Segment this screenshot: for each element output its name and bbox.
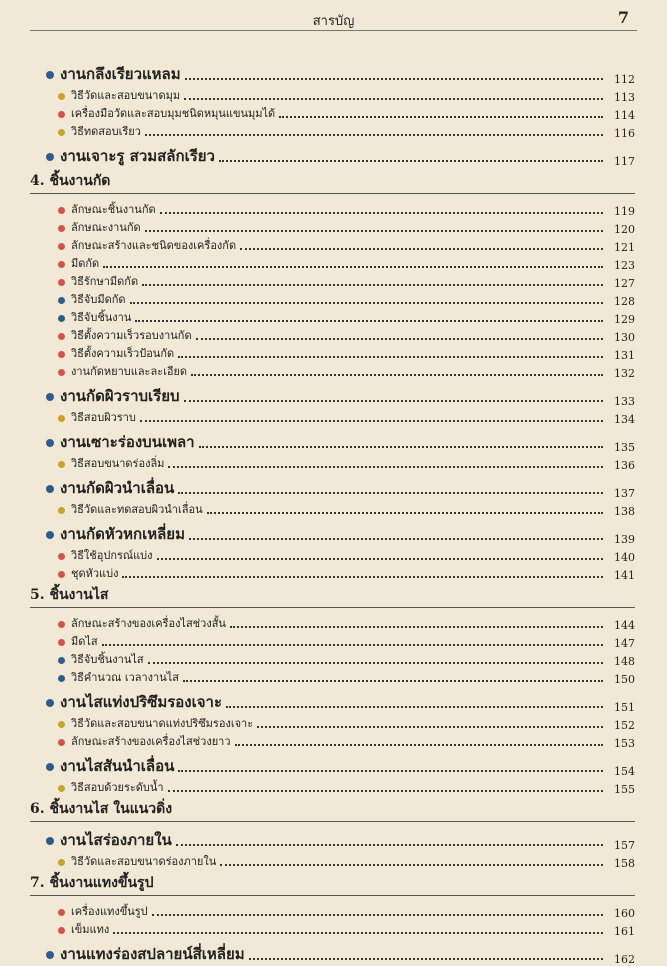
entry-page-number: 144	[614, 619, 635, 632]
chapter-heading	[30, 170, 635, 194]
dot-leader	[220, 864, 603, 866]
dot-leader	[160, 212, 603, 214]
dot-leader	[196, 338, 603, 340]
entry-label-group	[30, 272, 142, 290]
chapter-title: 4. ชิ้นงานกัด	[30, 173, 111, 189]
toc-subsection-entry	[30, 614, 635, 632]
entry-page-number: 131	[614, 349, 635, 362]
toc-subsection-entry	[30, 632, 635, 650]
entry-page-number: 138	[614, 505, 635, 518]
toc-subsection-entry	[30, 902, 635, 920]
bullet-blue-icon	[58, 675, 65, 682]
dot-leader	[184, 98, 603, 100]
entry-title: วิธีวัดและสอบขนาดมุม	[71, 89, 181, 102]
chapter-title: 5. ชิ้นงานไส	[30, 587, 109, 603]
entry-page-number: 114	[614, 109, 635, 122]
toc-subsection-entry	[30, 218, 635, 236]
bullet-blue-icon	[46, 531, 54, 539]
dot-leader	[184, 400, 603, 402]
entry-page-number: 152	[614, 719, 635, 732]
dot-leader	[240, 248, 603, 250]
dot-leader	[145, 134, 603, 136]
entry-label-group	[30, 430, 199, 454]
entry-title: วิธีจับมีดกัด	[71, 293, 126, 306]
entry-page-number: 120	[614, 223, 635, 236]
dot-leader	[226, 706, 603, 708]
dot-leader	[235, 744, 604, 746]
entry-label-group	[30, 408, 140, 426]
entry-label-group	[30, 144, 219, 168]
entry-title: วิธีใช้อุปกรณ์แบ่ง	[71, 549, 153, 562]
toc-section-entry	[30, 690, 635, 714]
entry-title: เข็มแทง	[71, 923, 110, 936]
bullet-yellow-icon	[58, 507, 65, 514]
page-number: 7	[617, 8, 629, 27]
entry-label-group	[30, 852, 220, 870]
entry-label-group	[30, 384, 184, 408]
bullet-red-icon	[58, 207, 65, 214]
dot-leader	[145, 230, 603, 232]
toc-subsection-entry	[30, 650, 635, 668]
bullet-red-icon	[58, 333, 65, 340]
dot-leader	[185, 78, 603, 80]
entry-page-number: 151	[614, 701, 635, 714]
dot-leader	[178, 492, 603, 494]
toc-section-entry	[30, 754, 635, 778]
entry-page-number: 117	[614, 155, 635, 168]
entry-label-group	[30, 454, 168, 472]
entry-title: วิธีจับชิ้นงานไส	[71, 653, 144, 666]
entry-page-number: 137	[614, 487, 635, 500]
toc-section-entry	[30, 62, 635, 86]
entry-title: วิธีจับชิ้นงาน	[71, 311, 132, 324]
entry-label-group	[30, 218, 145, 236]
entry-page-number: 123	[614, 259, 635, 272]
entry-label-group	[30, 614, 230, 632]
chapter-heading	[30, 584, 635, 608]
entry-page-number: 129	[614, 313, 635, 326]
entry-title: วิธีตั้งความเร็วรอบงานกัด	[71, 329, 192, 342]
entry-label-group	[30, 476, 178, 500]
dot-leader	[148, 662, 603, 664]
entry-label-group	[30, 632, 102, 650]
entry-page-number: 155	[614, 783, 635, 796]
toc-subsection-entry	[30, 852, 635, 870]
dot-leader	[176, 844, 603, 846]
entry-label-group	[30, 308, 135, 326]
entry-title: งานไสร่องภายใน	[60, 831, 172, 849]
entry-title: วิธีสอบผิวราบ	[71, 411, 136, 424]
bullet-blue-icon	[46, 393, 54, 401]
entry-page-number: 158	[614, 857, 635, 870]
bullet-red-icon	[58, 111, 65, 118]
entry-title: มีดไส	[71, 635, 98, 648]
bullet-blue-icon	[46, 485, 54, 493]
bullet-blue-icon	[46, 71, 54, 79]
entry-label-group	[30, 690, 226, 714]
chapter-title: 6. ชิ้นงานไส ในแนวดิ่ง	[30, 801, 173, 817]
dot-leader	[152, 914, 603, 916]
dot-leader	[230, 626, 603, 628]
bullet-blue-icon	[46, 763, 54, 771]
entry-page-number: 127	[614, 277, 635, 290]
entry-label-group	[30, 326, 196, 344]
toc-subsection-entry	[30, 344, 635, 362]
entry-label-group	[30, 564, 122, 582]
bullet-blue-icon	[58, 315, 65, 322]
toc-subsection-entry	[30, 86, 635, 104]
toc-section-entry	[30, 828, 635, 852]
dot-leader	[189, 538, 603, 540]
entry-label-group	[30, 62, 185, 86]
bullet-red-icon	[58, 927, 65, 934]
entry-page-number: 157	[614, 839, 635, 852]
entry-title: วิธีวัดและสอบขนาดแท่งปริซึมรองเจาะ	[71, 717, 254, 730]
bullet-blue-icon	[46, 951, 54, 959]
entry-title: เครื่องแทงขึ้นรูป	[71, 905, 148, 918]
bullet-red-icon	[58, 243, 65, 250]
toc-subsection-entry	[30, 254, 635, 272]
entry-label-group	[30, 942, 249, 966]
entry-title: ลักษณะสร้างของเครื่องไสช่วงยาว	[71, 735, 231, 748]
toc-subsection-entry	[30, 104, 635, 122]
bullet-red-icon	[58, 369, 65, 376]
bullet-blue-icon	[58, 297, 65, 304]
toc-section-entry	[30, 430, 635, 454]
entry-label-group	[30, 522, 189, 546]
chapter-heading	[30, 798, 635, 822]
dot-leader	[178, 356, 603, 358]
entry-page-number: 141	[614, 569, 635, 582]
bullet-blue-icon	[46, 837, 54, 845]
dot-leader	[207, 512, 603, 514]
entry-page-number: 154	[614, 765, 635, 778]
bullet-blue-icon	[46, 699, 54, 707]
bullet-blue-icon	[46, 439, 54, 447]
entry-page-number: 153	[614, 737, 635, 750]
entry-page-number: 133	[614, 395, 635, 408]
entry-title: งานกัดผิวราบเรียบ	[60, 387, 180, 405]
toc-subsection-entry	[30, 732, 635, 750]
bullet-yellow-icon	[58, 859, 65, 866]
entry-label-group	[30, 200, 160, 218]
entry-page-number: 135	[614, 441, 635, 454]
entry-page-number: 130	[614, 331, 635, 344]
bullet-yellow-icon	[58, 461, 65, 468]
entry-title: วิธีสอบขนาดร่องลิ่ม	[71, 457, 165, 470]
entry-page-number: 112	[614, 73, 635, 86]
toc-subsection-entry	[30, 272, 635, 290]
entry-title: วิธีวัดและสอบขนาดร่องภายใน	[71, 855, 217, 868]
entry-title: ลักษณะสร้างและชนิดของเครื่องกัด	[71, 239, 237, 252]
toc-subsection-entry	[30, 236, 635, 254]
page-header	[30, 8, 637, 31]
dot-leader	[157, 558, 603, 560]
toc-subsection-entry	[30, 326, 635, 344]
entry-page-number: 116	[614, 127, 635, 140]
dot-leader	[219, 160, 603, 162]
entry-label-group	[30, 122, 145, 140]
entry-label-group	[30, 668, 183, 686]
entry-label-group	[30, 920, 113, 938]
entry-label-group	[30, 104, 279, 122]
header-title: สารบัญ	[312, 14, 355, 29]
dot-leader	[140, 420, 603, 422]
toc-subsection-entry	[30, 362, 635, 380]
dot-leader	[168, 466, 603, 468]
bullet-red-icon	[58, 553, 65, 560]
bullet-red-icon	[58, 739, 65, 746]
entry-page-number: 128	[614, 295, 635, 308]
entry-page-number: 121	[614, 241, 635, 254]
toc-section-entry	[30, 942, 635, 966]
entry-label-group	[30, 254, 103, 272]
dot-leader	[102, 644, 603, 646]
entry-title: งานเจาะรู สวมสลักเรียว	[60, 147, 215, 165]
entry-page-number: 134	[614, 413, 635, 426]
chapter-heading	[30, 872, 635, 896]
toc-subsection-entry	[30, 778, 635, 796]
entry-label-group	[30, 828, 176, 852]
entry-page-number: 161	[614, 925, 635, 938]
toc-subsection-entry	[30, 200, 635, 218]
dot-leader	[178, 770, 603, 772]
entry-title: เครื่องมือวัดและสอบมุมชนิดหมุนแขนมุมได้	[71, 107, 276, 120]
entry-label-group	[30, 778, 168, 796]
entry-title: วิธีสอบด้วยระดับน้ำ	[71, 781, 164, 794]
entry-page-number: 113	[614, 91, 635, 104]
entry-title: งานไสแท่งปริซึมรองเจาะ	[60, 693, 223, 711]
toc-subsection-entry	[30, 546, 635, 564]
entry-title: งานแทงร่องสปลายน์สี่เหลี่ยม	[60, 945, 245, 963]
entry-title: งานกลึงเรียวแหลม	[60, 65, 181, 83]
entry-page-number: 162	[614, 953, 635, 966]
bullet-yellow-icon	[58, 785, 65, 792]
entry-label-group	[30, 732, 235, 750]
bullet-red-icon	[58, 909, 65, 916]
toc-section-entry	[30, 144, 635, 168]
dot-leader	[130, 302, 603, 304]
toc-section-entry	[30, 476, 635, 500]
toc-subsection-entry	[30, 408, 635, 426]
entry-page-number: 148	[614, 655, 635, 668]
dot-leader	[135, 320, 603, 322]
toc-section-entry	[30, 384, 635, 408]
entry-label-group	[30, 714, 257, 732]
entry-title: วิธีรักษามีดกัด	[71, 275, 139, 288]
dot-leader	[103, 266, 603, 268]
toc-section-entry	[30, 522, 635, 546]
bullet-blue-icon	[46, 153, 54, 161]
dot-leader	[191, 374, 603, 376]
dot-leader	[279, 116, 603, 118]
entry-title: มีดกัด	[71, 257, 100, 270]
entry-title: ชุดหัวแบ่ง	[71, 567, 119, 580]
bullet-red-icon	[58, 261, 65, 268]
dot-leader	[183, 680, 603, 682]
bullet-red-icon	[58, 279, 65, 286]
dot-leader	[142, 284, 603, 286]
bullet-red-icon	[58, 351, 65, 358]
toc-subsection-entry	[30, 564, 635, 582]
dot-leader	[113, 932, 603, 934]
entry-title: งานกัดผิวนำเลื่อน	[60, 479, 175, 497]
bullet-yellow-icon	[58, 721, 65, 728]
entry-title: วิธีทดสอบเรียว	[71, 125, 141, 138]
bullet-yellow-icon	[58, 415, 65, 422]
dot-leader	[199, 446, 603, 448]
entry-page-number: 136	[614, 459, 635, 472]
entry-label-group	[30, 344, 178, 362]
bullet-red-icon	[58, 621, 65, 628]
entry-label-group	[30, 546, 157, 564]
entry-label-group	[30, 236, 240, 254]
entry-title: วิธีตั้งความเร็วป้อนกัด	[71, 347, 175, 360]
entry-label-group	[30, 902, 152, 920]
entry-page-number: 160	[614, 907, 635, 920]
entry-page-number: 147	[614, 637, 635, 650]
toc-subsection-entry	[30, 500, 635, 518]
bullet-yellow-icon	[58, 129, 65, 136]
entry-title: งานเซาะร่องบนเพลา	[60, 433, 195, 451]
entry-title: ลักษณะสร้างของเครื่องไสช่วงสั้น	[71, 617, 226, 630]
bullet-red-icon	[58, 571, 65, 578]
toc-subsection-entry	[30, 290, 635, 308]
bullet-blue-icon	[58, 657, 65, 664]
entry-page-number: 139	[614, 533, 635, 546]
entry-page-number: 119	[614, 205, 635, 218]
entry-page-number: 140	[614, 551, 635, 564]
toc-subsection-entry	[30, 308, 635, 326]
toc-subsection-entry	[30, 920, 635, 938]
entry-title: งานไสสันนำเลื่อน	[60, 757, 175, 775]
entry-label-group	[30, 290, 130, 308]
entry-label-group	[30, 86, 184, 104]
entry-title: วิธีวัดและทดสอบผิวนำเลื่อน	[71, 503, 203, 516]
entry-page-number: 132	[614, 367, 635, 380]
entry-label-group	[30, 362, 191, 380]
entry-title: วิธีคำนวณ เวลางานไส	[71, 671, 179, 684]
toc-subsection-entry	[30, 454, 635, 472]
dot-leader	[122, 576, 603, 578]
entry-label-group	[30, 650, 148, 668]
bullet-red-icon	[58, 225, 65, 232]
entry-title: งานกัดหยาบและละเอียด	[71, 365, 188, 378]
table-of-contents	[30, 58, 635, 966]
entry-label-group	[30, 500, 207, 518]
entry-page-number: 150	[614, 673, 635, 686]
chapter-title: 7. ชิ้นงานแทงขึ้นรูป	[30, 875, 154, 891]
dot-leader	[168, 790, 603, 792]
toc-subsection-entry	[30, 668, 635, 686]
toc-subsection-entry	[30, 714, 635, 732]
bullet-yellow-icon	[58, 93, 65, 100]
dot-leader	[249, 958, 603, 960]
dot-leader	[257, 726, 603, 728]
entry-title: ลักษณะงานกัด	[71, 221, 141, 234]
toc-subsection-entry	[30, 122, 635, 140]
entry-label-group	[30, 754, 178, 778]
entry-title: งานกัดหัวหกเหลี่ยม	[60, 525, 185, 543]
bullet-red-icon	[58, 639, 65, 646]
entry-title: ลักษณะชิ้นงานกัด	[71, 203, 156, 216]
